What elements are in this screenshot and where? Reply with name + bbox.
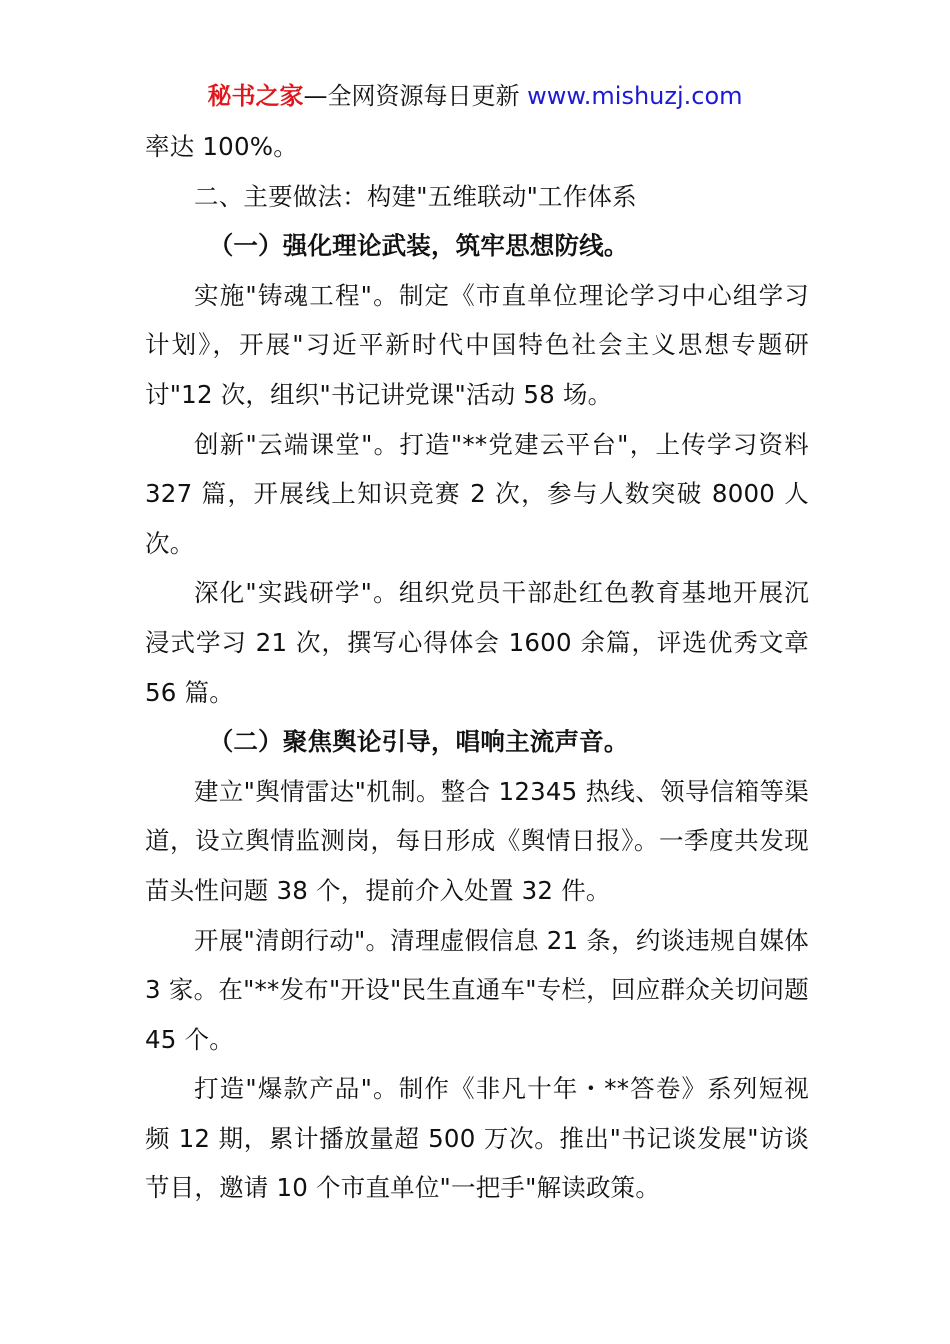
paragraph-continuation: 率达 100%。 xyxy=(145,132,298,161)
document-body xyxy=(145,122,809,1213)
site-url-link[interactable]: www.mishuzj.com xyxy=(527,82,743,110)
paragraph: 实施"铸魂工程"。制定《市直单位理论学习中心组学习计划》，开展"习近平新时代中国特色社会主义思想专题研讨"12 次，组织"书记讲党课"活动 58 场。 xyxy=(145,280,809,409)
subsection-heading-1: （一）强化理论武装，筑牢思想防线。 xyxy=(208,231,629,261)
paragraph: 打造"爆款产品"。制作《非凡十年・**答卷》系列短视频 12 期，累计播放量超 500 万次。推出"书记谈发展"访谈节目，邀请 10 个市直单位"一把手"解读政策。 xyxy=(145,1074,809,1203)
paragraph: 建立"舆情雷达"机制。整合 12345 热线、领导信箱等渠道，设立舆情监测岗，每日形成《舆情日报》。一季度共发现苗头性问题 38 个，提前介入处置 32 件。 xyxy=(145,776,809,905)
subsection-heading-2: （二）聚焦舆论引导，唱响主流声音。 xyxy=(208,727,629,757)
paragraph: 开展"清朗行动"。清理虚假信息 21 条，约谈违规自媒体 3 家。在"**发布"开设"民生直通车"专栏，回应群众关切问题 45 个。 xyxy=(145,925,809,1054)
site-header xyxy=(0,80,950,112)
paragraph: 深化"实践研学"。组织党员干部赴红色教育基地开展沉浸式学习 21 次，撰写心得体会 1600 余篇，评选优秀文章 56 篇。 xyxy=(145,578,809,707)
paragraph: 创新"云端课堂"。打造"**党建云平台"，上传学习资料 327 篇，开展线上知识竞赛 2 次，参与人数突破 8000 人次。 xyxy=(145,429,809,558)
site-slogan: —全网资源每日更新 xyxy=(303,82,528,110)
section-title: 二、主要做法：构建"五维联动"工作体系 xyxy=(194,181,637,211)
site-brand: 秘书之家 xyxy=(207,82,304,110)
